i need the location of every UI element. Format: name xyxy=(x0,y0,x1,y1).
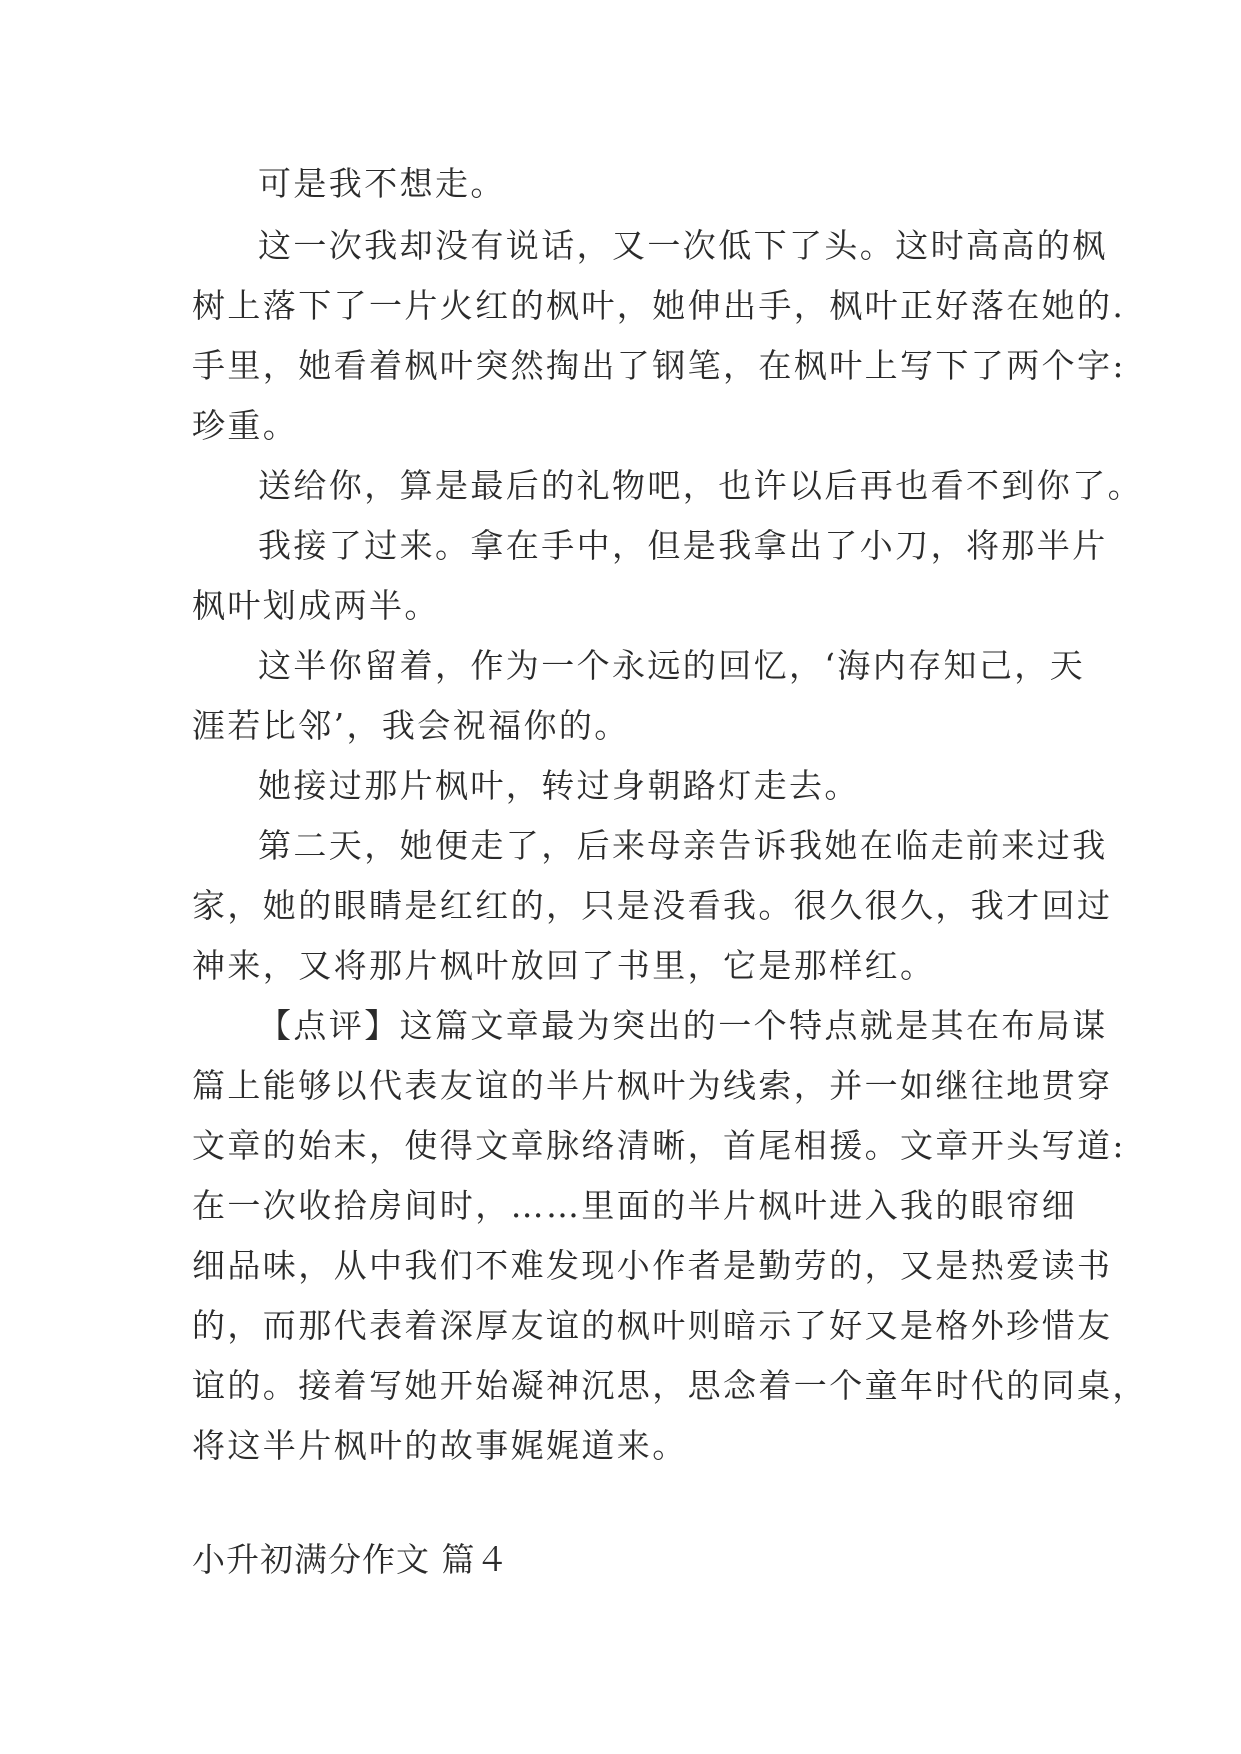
paragraph-line: 篇上能够以代表友谊的半片枫叶为线索，并一如继往地贯穿 xyxy=(192,1066,1113,1105)
paragraph-line: 谊的。接着写她开始凝神沉思，思念着一个童年时代的同桌， xyxy=(192,1366,1148,1405)
paragraph-line: 树上落下了一片火红的枫叶，她伸出手，枫叶正好落在她的. xyxy=(192,286,1126,325)
section-heading: 小升初满分作文 篇４ xyxy=(192,1540,510,1579)
paragraph-line: 我接了过来。拿在手中，但是我拿出了小刀，将那半片 xyxy=(258,526,1108,565)
paragraph-line: 细品味，从中我们不难发现小作者是勤劳的，又是热爱读书 xyxy=(192,1246,1113,1285)
paragraph-line: 枫叶划成两半。 xyxy=(192,586,440,625)
paragraph-line: 将这半片枫叶的故事娓娓道来。 xyxy=(192,1426,688,1465)
paragraph-line: 手里，她看着枫叶突然掏出了钢笔，在枫叶上写下了两个字: xyxy=(192,346,1126,385)
paragraph-line: 家，她的眼睛是红红的，只是没看我。很久很久，我才回过 xyxy=(192,886,1113,925)
paragraph-line: 她接过那片枫叶，转过身朝路灯走去。 xyxy=(258,766,860,805)
paragraph-line: 可是我不想走。 xyxy=(258,164,506,203)
paragraph-line: 在一次收拾房间时，……里面的半片枫叶进入我的眼帘细 xyxy=(192,1186,1077,1225)
paragraph-line: 的，而那代表着深厚友谊的枫叶则暗示了好又是格外珍惜友 xyxy=(192,1306,1113,1345)
paragraph-line: 涯若比邻’，我会祝福你的。 xyxy=(192,706,630,745)
paragraph-line: 文章的始末，使得文章脉络清晰，首尾相援。文章开头写道: xyxy=(192,1126,1126,1165)
paragraph-line: 送给你，算是最后的礼物吧，也许以后再也看不到你了。 xyxy=(258,466,1143,505)
paragraph-line: 这一次我却没有说话，又一次低下了头。这时高高的枫 xyxy=(258,226,1108,265)
paragraph-line: 珍重。 xyxy=(192,406,299,445)
paragraph-line: 神来，又将那片枫叶放回了书里，它是那样红。 xyxy=(192,946,936,985)
paragraph-line: 这半你留着，作为一个永远的回忆，‘海内存知己，天 xyxy=(258,646,1086,685)
paragraph-line: 第二天，她便走了，后来母亲告诉我她在临走前来过我 xyxy=(258,826,1108,865)
paragraph-line: 【点评】这篇文章最为突出的一个特点就是其在布局谋 xyxy=(258,1006,1108,1045)
